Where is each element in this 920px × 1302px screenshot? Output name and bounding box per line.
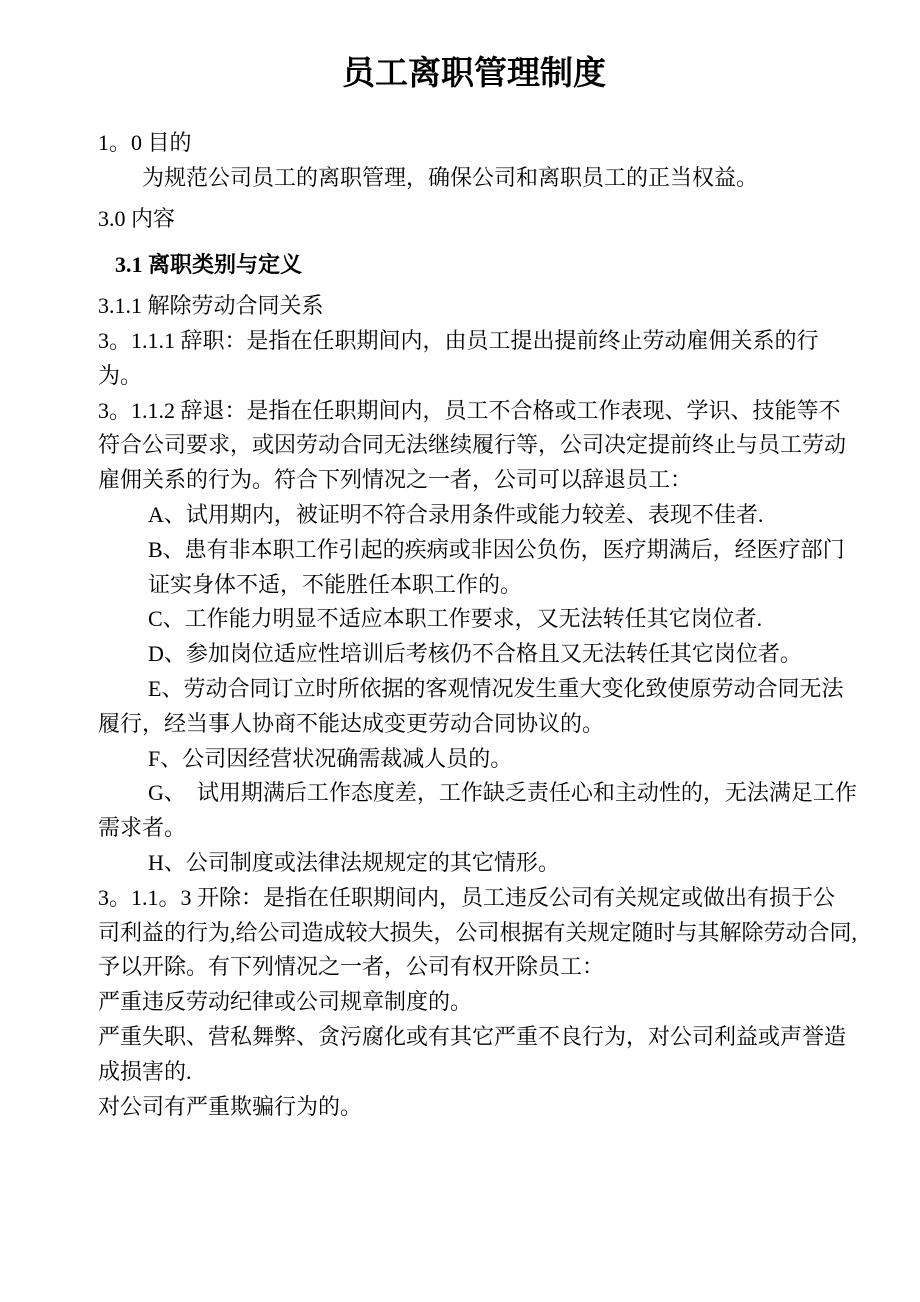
document-line: 3。1.1.1 辞职：是指在任职期间内，由员工提出提前终止劳动雇佣关系的行	[98, 327, 819, 353]
document-line: A、试用期内，被证明不符合录用条件或能力较差、表现不佳者.	[148, 501, 764, 527]
document-line: B、患有非本职工作引起的疾病或非因公负伤，医疗期满后，经医疗部门	[148, 536, 845, 562]
document-line: 对公司有严重欺骗行为的。	[98, 1093, 363, 1119]
document-line: F、公司因经营状况确需裁减人员的。	[148, 745, 513, 771]
document-line: 为规范公司员工的离职管理，确保公司和离职员工的正当权益。	[142, 164, 759, 190]
document-line: 为。	[98, 362, 143, 388]
document-line: 证实身体不适，不能胜任本职工作的。	[148, 571, 523, 597]
document-line: 3.0 内容	[98, 205, 176, 231]
document-line: H、公司制度或法律法规规定的其它情形。	[148, 849, 560, 875]
document-line: 司利益的行为,给公司造成较大损失，公司根据有关规定随时与其解除劳动合同,	[98, 919, 858, 945]
document-line: 严重失职、营私舞弊、贪污腐化或有其它严重不良行为，对公司利益或声誉造	[98, 1023, 847, 1049]
document-line: 3.1.1 解除劳动合同关系	[98, 293, 324, 319]
document-line: E、劳动合同订立时所依据的客观情况发生重大变化致使原劳动合同无法	[148, 675, 844, 701]
document-line: 需求者。	[98, 815, 187, 841]
document-line: G、 试用期满后工作态度差，工作缺乏责任心和主动性的，无法满足工作	[148, 780, 857, 806]
document-line: 3。1.1。3 开除：是指在任职期间内，员工违反公司有关规定或做出有损于公	[98, 884, 836, 910]
document-line: 严重违反劳动纪律或公司规章制度的。	[98, 989, 473, 1015]
document-line: 予以开除。有下列情况之一者，公司有权开除员工：	[98, 954, 605, 980]
document-title: 员工离职管理制度	[342, 56, 606, 92]
document-line: 雇佣关系的行为。符合下列情况之一者，公司可以辞退员工：	[98, 467, 693, 493]
document-line: 3.1 离职类别与定义	[115, 252, 303, 278]
document-line: 1。0 目的	[98, 130, 192, 155]
document-body	[98, 126, 858, 1124]
document-line: 成损害的.	[98, 1058, 192, 1084]
document-line: D、参加岗位适应性培训后考核仍不合格且又无法转任其它岗位者。	[148, 641, 802, 667]
document-line: 符合公司要求，或因劳动合同无法继续履行等，公司决定提前终止与员工劳动	[98, 432, 847, 458]
document-line: C、工作能力明显不适应本职工作要求，又无法转任其它岗位者.	[148, 606, 763, 632]
document-line: 3。1.1.2 辞退：是指在任职期间内，员工不合格或工作表现、学识、技能等不	[98, 397, 841, 423]
document-line: 履行，经当事人协商不能达成变更劳动合同协议的。	[98, 710, 605, 736]
